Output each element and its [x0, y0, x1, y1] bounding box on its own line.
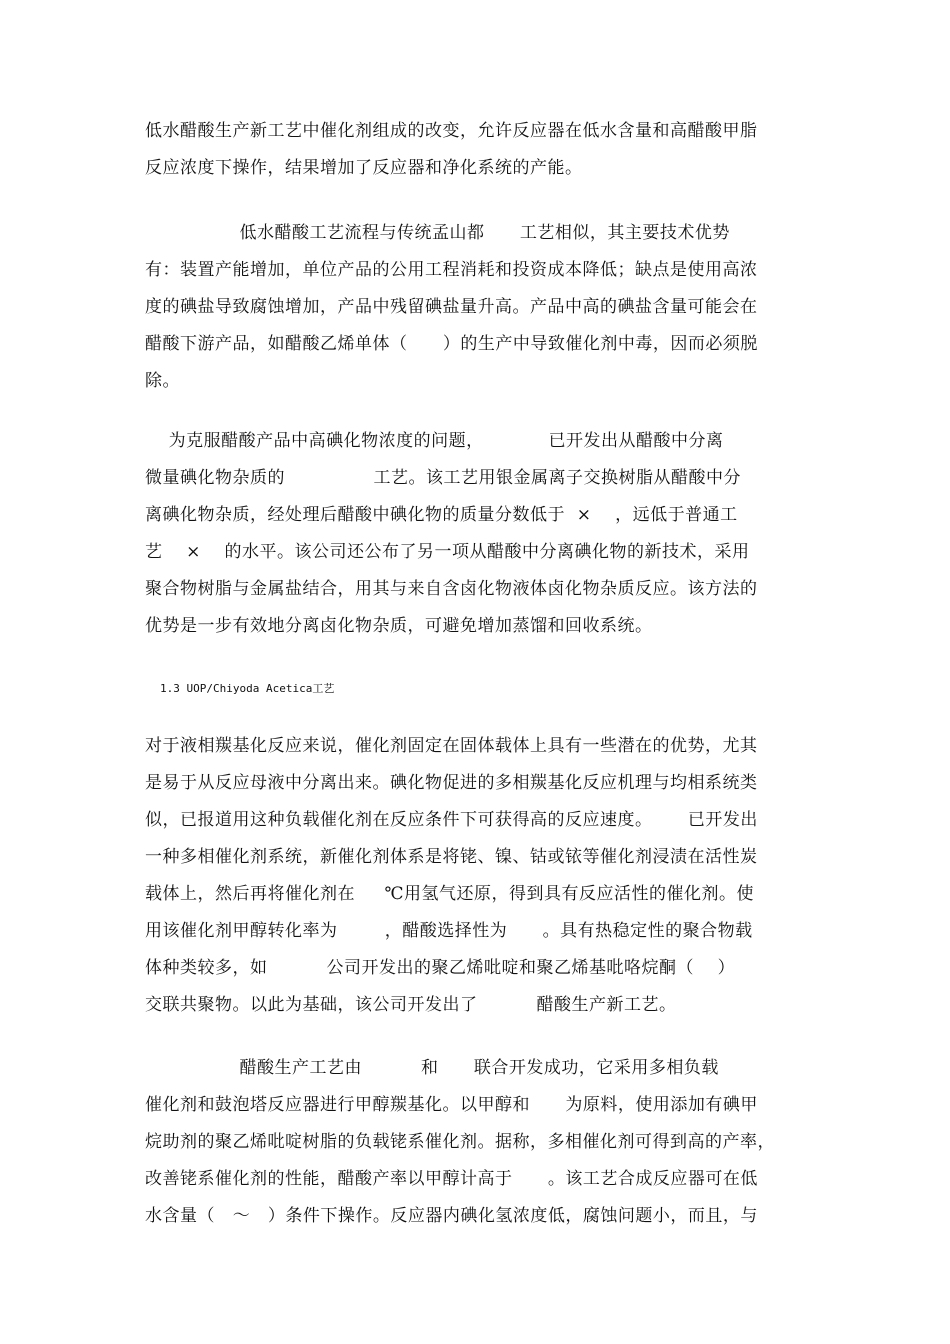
text-line: 为克服醋酸产品中高碘化物浓度的问题， 已开发出从醋酸中分离: [145, 431, 724, 451]
text-line: 是易于从反应母液中分离出来。碘化物促进的多相羰基化反应机理与均相系统类: [145, 773, 758, 793]
text-line: 低水醋酸工艺流程与传统孟山都 工艺相似，其主要技术优势: [145, 223, 730, 243]
text-line: 聚合物树脂与金属盐结合，用其与来自含卤化物液体卤化物杂质反应。该方法的: [145, 579, 758, 599]
text-line: 烷助剂的聚乙烯吡啶树脂的负载铑系催化剂。据称，多相催化剂可得到高的产率，: [145, 1132, 775, 1152]
text-line: 对于液相羰基化反应来说，催化剂固定在固体载体上具有一些潜在的优势，尤其: [145, 736, 758, 756]
text-line: 艺 × 的水平。该公司还公布了另一项从醋酸中分离碘化物的新技术，采用: [145, 542, 750, 562]
text-line: 微量碘化物杂质的 工艺。该工艺用银金属离子交换树脂从醋酸中分: [145, 468, 742, 488]
text-line: 醋酸下游产品，如醋酸乙烯单体（ ）的生产中导致催化剂中毒，因而必须脱: [145, 334, 758, 354]
text-line: 用该催化剂甲醇转化率为 ，醋酸选择性为 。具有热稳定性的聚合物载: [145, 921, 753, 941]
text-line: 体种类较多，如 公司开发出的聚乙烯吡啶和聚乙烯基吡咯烷酮（ ）: [145, 958, 736, 978]
text-line: 改善铑系催化剂的性能，醋酸产率以甲醇计高于 。该工艺合成反应器可在低: [145, 1169, 758, 1189]
text-line: 低水醋酸生产新工艺中催化剂组成的改变，允许反应器在低水含量和高醋酸甲脂: [145, 121, 758, 141]
text-line: 反应浓度下操作，结果增加了反应器和净化系统的产能。: [145, 158, 583, 178]
text-line: 度的碘盐导致腐蚀增加，产品中残留碘盐量升高。产品中高的碘盐含量可能会在: [145, 297, 758, 317]
text-line: 催化剂和鼓泡塔反应器进行甲醇羰基化。以甲醇和 为原料，使用添加有碘甲: [145, 1095, 758, 1115]
section-heading: 1.3 UOP/Chiyoda Acetica工艺: [160, 682, 335, 695]
text-line: 交联共聚物。以此为基础，该公司开发出了 醋酸生产新工艺。: [145, 995, 677, 1015]
text-line: 有：装置产能增加，单位产品的公用工程消耗和投资成本降低；缺点是使用高浓: [145, 260, 758, 280]
text-line: 优势是一步有效地分离卤化物杂质，可避免增加蒸馏和回收系统。: [145, 616, 653, 636]
text-line: 离碘化物杂质，经处理后醋酸中碘化物的质量分数低于 × ，远低于普通工: [145, 505, 738, 525]
text-line: 除。: [145, 371, 180, 391]
text-line: 醋酸生产工艺由 和 联合开发成功，它采用多相负载: [145, 1058, 719, 1078]
text-line: 似，已报道用这种负载催化剂在反应条件下可获得高的反应速度。 已开发出: [145, 810, 758, 830]
text-line: 水含量（ ～ ）条件下操作。反应器内碘化氢浓度低，腐蚀问题小，而且，与: [145, 1206, 758, 1226]
text-line: 载体上，然后再将催化剂在 ℃用氢气还原，得到具有反应活性的催化剂。使: [145, 884, 755, 904]
text-line: 一种多相催化剂系统，新催化剂体系是将铑、镍、钴或铱等催化剂浸渍在活性炭: [145, 847, 758, 867]
